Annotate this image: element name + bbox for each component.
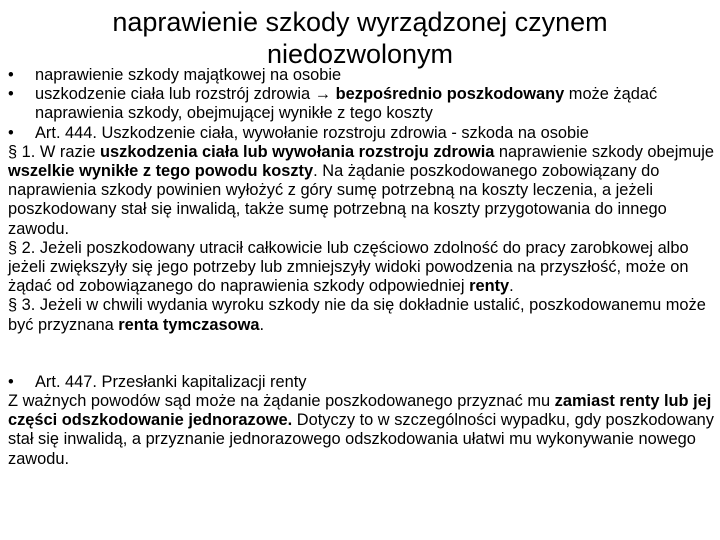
bullet-text: naprawienie szkody majątkowej na osobie: [35, 66, 342, 84]
paragraph-3: § 3. Jeżeli w chwili wydania wyroku szkody nie da się dokładnie ustalić, poszkodowanemu może być przyznana renta tymczasowa.: [8, 296, 706, 334]
bold-text: renta tymczasowa: [118, 315, 260, 334]
bold-text: wszelkie wynikłe z tego powodu koszty: [8, 162, 314, 181]
bullet-item-1: [8, 66, 714, 85]
spacer: [8, 335, 714, 373]
bold-text: uszkodzenia ciała lub wywołania rozstroju zdrowia: [100, 142, 495, 161]
bullet-item-3: [8, 124, 714, 143]
arrow-icon: →: [314, 85, 332, 104]
slide-content: [8, 66, 714, 469]
bullet-text: uszkodzenie ciała lub rozstrój zdrowia: [35, 85, 315, 104]
paragraph-1: § 1. W razie uszkodzenia ciała lub wywołania rozstroju zdrowia naprawienie szkody obejmuje wszelkie wynikłe z tego powodu koszty. Na żądanie poszkodowanego zobowiązany do naprawienia szkody powinien wyłożyć z góry sumę potrzebną na koszty leczenia, a jeżeli poszkodowany stał się inwalidą, także sumę potrzebną na koszty przygotowania do innego zawodu.: [8, 142, 714, 238]
bullet-text: Art. 444. Uszkodzenie ciała, wywołanie rozstroju zdrowia - szkoda na osobie: [35, 123, 589, 142]
bullet-text: Art. 447. Przesłanki kapitalizacji renty: [35, 372, 307, 391]
bullet-icon: •: [8, 123, 14, 142]
bold-text: zamiast renty lub jej części odszkodowanie jednorazowe.: [8, 392, 712, 430]
paragraph-2: § 2. Jeżeli poszkodowany utracił całkowicie lub częściowo zdolność do pracy zarobkowej albo jeżeli zwiększyły się jego potrzeby lub zmniejszyły widoki powodzenia na przyszłość, może on żądać od zobowiązanego do naprawienia szkody odpowiedniej renty.: [8, 238, 689, 296]
bold-text: renty: [469, 277, 510, 296]
slide-title: naprawienie szkody wyrządzonej czynem niedozwolonym: [112, 7, 608, 69]
paragraph-4: Z ważnych powodów sąd może na żądanie poszkodowanego przyznać mu zamiast renty lub jej części odszkodowanie jednorazowe. Dotyczy to w szczególności wypadku, gdy poszkodowany stał się inwalidą, a przyznanie jednorazowego odszkodowania ułatwi mu wykonywanie nowego zawodu.: [8, 392, 714, 468]
bullet-item-2: [8, 85, 714, 123]
bullet-item-4: [8, 373, 714, 392]
bullet-icon: •: [8, 372, 14, 391]
bullet-icon: •: [8, 85, 14, 104]
bold-text: bezpośrednio poszkodowany: [335, 85, 565, 104]
bullet-icon: •: [8, 66, 14, 84]
bullet-text: może żądać naprawienia szkody, obejmującej wynikłe z tego koszty: [35, 85, 658, 123]
